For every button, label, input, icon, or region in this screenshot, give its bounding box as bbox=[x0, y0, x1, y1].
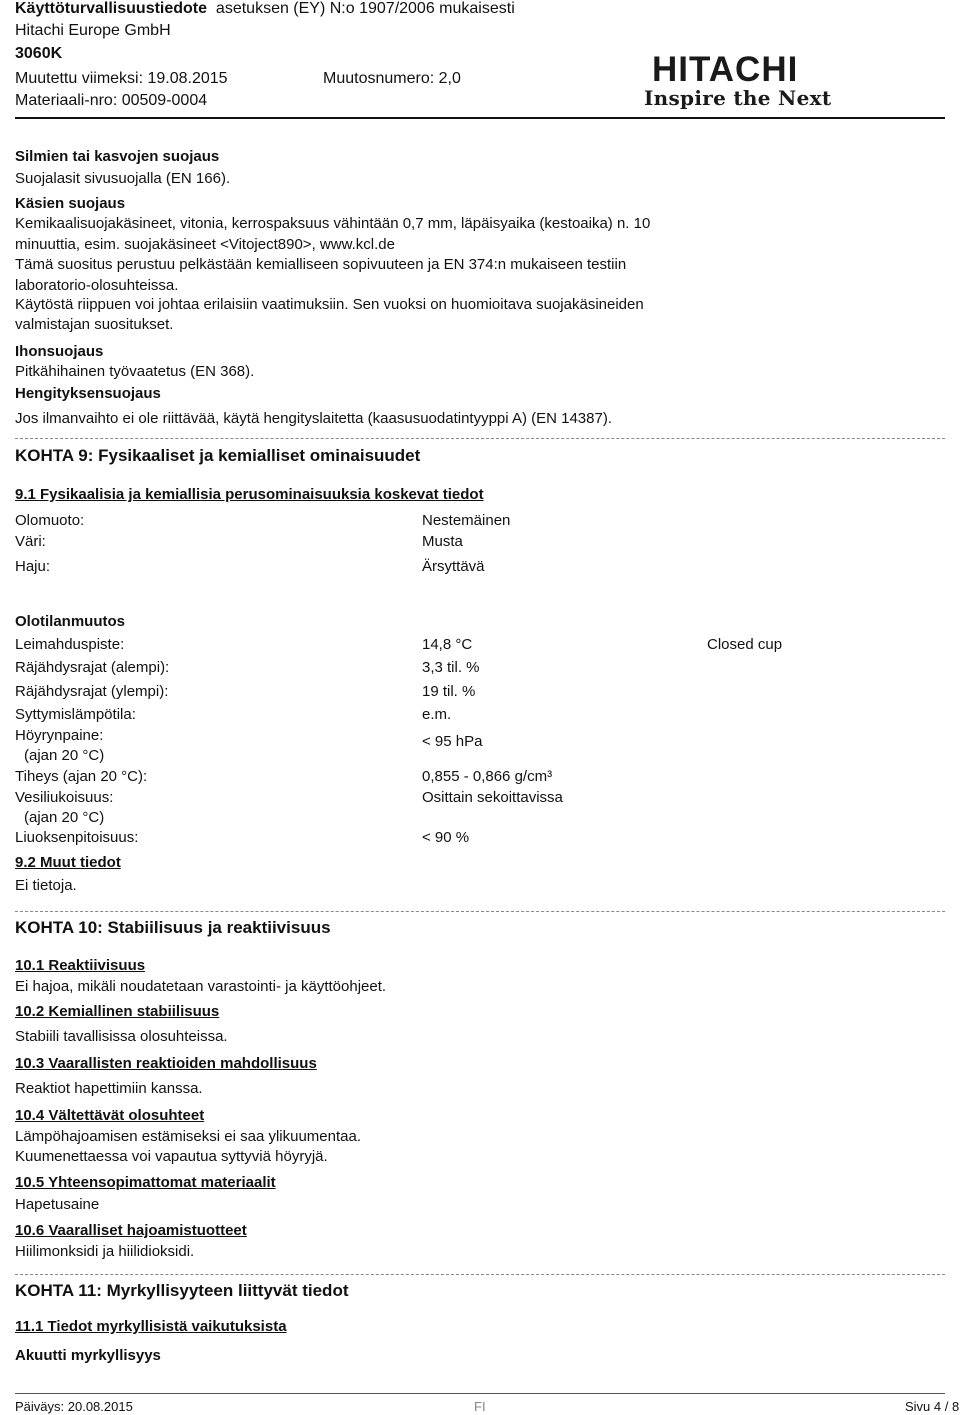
hand-protection-line: minuuttia, esim. suojakäsineet <Vitoject890>, www.kcl.de bbox=[15, 236, 395, 253]
flash-point-value: 14,8 °C bbox=[422, 636, 473, 653]
acute-toxicity-heading: Akuutti myrkyllisyys bbox=[15, 1347, 161, 1364]
flash-point-label: Leimahduspiste: bbox=[15, 636, 125, 653]
state-change-heading: Olotilanmuutos bbox=[15, 613, 125, 630]
prop-label: Haju: bbox=[15, 558, 51, 575]
section-10-4-text: Kuumenettaessa voi vapautua syttyviä höyryjä. bbox=[15, 1148, 328, 1165]
header-divider bbox=[15, 117, 945, 119]
product-name: 3060K bbox=[15, 45, 63, 62]
section-10-1-text: Ei hajoa, mikäli noudatetaan varastointi- ja käyttöohjeet. bbox=[15, 978, 387, 995]
hand-protection-line: valmistajan suositukset. bbox=[15, 316, 174, 333]
respiratory-protection-heading: Hengityksensuojaus bbox=[15, 385, 161, 402]
section-9-2-text: Ei tietoja. bbox=[15, 877, 77, 894]
section-9-1-heading: 9.1 Fysikaalisia ja kemiallisia perusominaisuuksia koskevat tiedot bbox=[15, 486, 484, 503]
skin-protection-text: Pitkähihainen työvaatetus (EN 368). bbox=[15, 363, 255, 380]
vapor-pressure-condition: (ajan 20 °C) bbox=[24, 747, 105, 764]
section-9-2-heading: 9.2 Muut tiedot bbox=[15, 854, 121, 871]
revision-number: Muutosnumero: 2,0 bbox=[323, 70, 461, 87]
lel-value: 3,3 til. % bbox=[422, 659, 480, 676]
section-10-5-text: Hapetusaine bbox=[15, 1196, 100, 1213]
water-solubility-label: Vesiliukoisuus: bbox=[15, 789, 114, 806]
skin-protection-heading: Ihonsuojaus bbox=[15, 343, 104, 360]
water-solubility-condition: (ajan 20 °C) bbox=[24, 809, 105, 826]
hand-protection-line: Käytöstä riippuen voi johtaa erilaisiin vaatimuksiin. Sen vuoksi on huomioitava suojakäsineiden bbox=[15, 296, 644, 313]
hand-protection-heading: Käsien suojaus bbox=[15, 195, 126, 212]
hand-protection-line: Tämä suositus perustuu pelkästään kemialliseen sopivuuteen ja EN 374:n mukaiseen testiin bbox=[15, 256, 627, 273]
uel-label: Räjähdysrajat (ylempi): bbox=[15, 683, 169, 700]
section-9-title: KOHTA 9: Fysikaaliset ja kemialliset ominaisuudet bbox=[15, 446, 421, 465]
section-10-3-heading: 10.3 Vaarallisten reaktioiden mahdollisuus bbox=[15, 1055, 317, 1072]
document-title: Käyttöturvallisuustiedote asetuksen (EY) N:o 1907/2006 mukaisesti bbox=[15, 0, 515, 17]
vapor-pressure-label: Höyrynpaine: bbox=[15, 727, 104, 744]
ignition-label: Syttymislämpötila: bbox=[15, 706, 136, 723]
section-10-5-heading: 10.5 Yhteensopimattomat materiaalit bbox=[15, 1174, 276, 1191]
section-10-3-text: Reaktiot hapettimiin kanssa. bbox=[15, 1080, 203, 1097]
respiratory-protection-text: Jos ilmanvaihto ei ole riittävää, käytä hengityslaitetta (kaasusuodatintyyppi A) (EN 14387). bbox=[15, 410, 612, 427]
section-10-6-heading: 10.6 Vaaralliset hajoamistuotteet bbox=[15, 1222, 247, 1239]
section-10-6-text: Hiilimonksidi ja hiilidioksidi. bbox=[15, 1243, 195, 1260]
prop-value: Musta bbox=[422, 533, 463, 550]
prop-label: Olomuoto: bbox=[15, 512, 85, 529]
prop-value: Ärsyttävä bbox=[422, 558, 485, 575]
ignition-value: e.m. bbox=[422, 706, 452, 723]
footer-language: FI bbox=[474, 1399, 486, 1414]
section-10-2-text: Stabiili tavallisissa olosuhteissa. bbox=[15, 1028, 228, 1045]
section-10-title: KOHTA 10: Stabiilisuus ja reaktiivisuus bbox=[15, 918, 331, 937]
section-10-4-heading: 10.4 Vältettävät olosuhteet bbox=[15, 1107, 205, 1124]
section-11-title: KOHTA 11: Myrkyllisyyteen liittyvät tiedot bbox=[15, 1281, 349, 1300]
prop-value: Nestemäinen bbox=[422, 512, 511, 529]
section-11-1-heading: 11.1 Tiedot myrkyllisistä vaikutuksista bbox=[15, 1318, 287, 1335]
footer-divider bbox=[15, 1393, 945, 1394]
hitachi-logo: HITACHI Inspire the Next bbox=[644, 50, 832, 110]
section-10-1-heading: 10.1 Reaktiivisuus bbox=[15, 957, 146, 974]
hand-protection-line: Kemikaalisuojakäsineet, vitonia, kerrospaksuus vähintään 0,7 mm, läpäisyaika (kestoaika) n. 10 bbox=[15, 215, 651, 232]
footer-page-number: Sivu 4 / 8 bbox=[905, 1399, 960, 1414]
solvent-content-value: < 90 % bbox=[422, 829, 470, 846]
material-number: Materiaali-nro: 00509-0004 bbox=[15, 92, 208, 109]
density-value: 0,855 - 0,866 g/cm³ bbox=[422, 768, 553, 785]
water-solubility-value: Osittain sekoittavissa bbox=[422, 789, 563, 806]
lel-label: Räjähdysrajat (alempi): bbox=[15, 659, 170, 676]
footer-date: Päiväys: 20.08.2015 bbox=[15, 1399, 133, 1414]
density-label: Tiheys (ajan 20 °C): bbox=[15, 768, 148, 785]
vapor-pressure-value: < 95 hPa bbox=[422, 733, 483, 750]
section-divider bbox=[15, 438, 945, 439]
uel-value: 19 til. % bbox=[422, 683, 476, 700]
flash-point-method: Closed cup bbox=[707, 636, 783, 653]
section-10-2-heading: 10.2 Kemiallinen stabiilisuus bbox=[15, 1003, 220, 1020]
solvent-content-label: Liuoksenpitoisuus: bbox=[15, 829, 139, 846]
prop-label: Väri: bbox=[15, 533, 46, 550]
eye-protection-heading: Silmien tai kasvojen suojaus bbox=[15, 148, 220, 165]
revised-date: Muutettu viimeksi: 19.08.2015 bbox=[15, 70, 228, 87]
section-divider bbox=[15, 911, 945, 912]
eye-protection-text: Suojalasit sivusuojalla (EN 166). bbox=[15, 170, 231, 187]
company-name: Hitachi Europe GmbH bbox=[15, 22, 171, 39]
hand-protection-line: laboratorio-olosuhteissa. bbox=[15, 277, 179, 294]
section-10-4-text: Lämpöhajoamisen estämiseksi ei saa ylikuumentaa. bbox=[15, 1128, 362, 1145]
section-divider bbox=[15, 1274, 945, 1275]
